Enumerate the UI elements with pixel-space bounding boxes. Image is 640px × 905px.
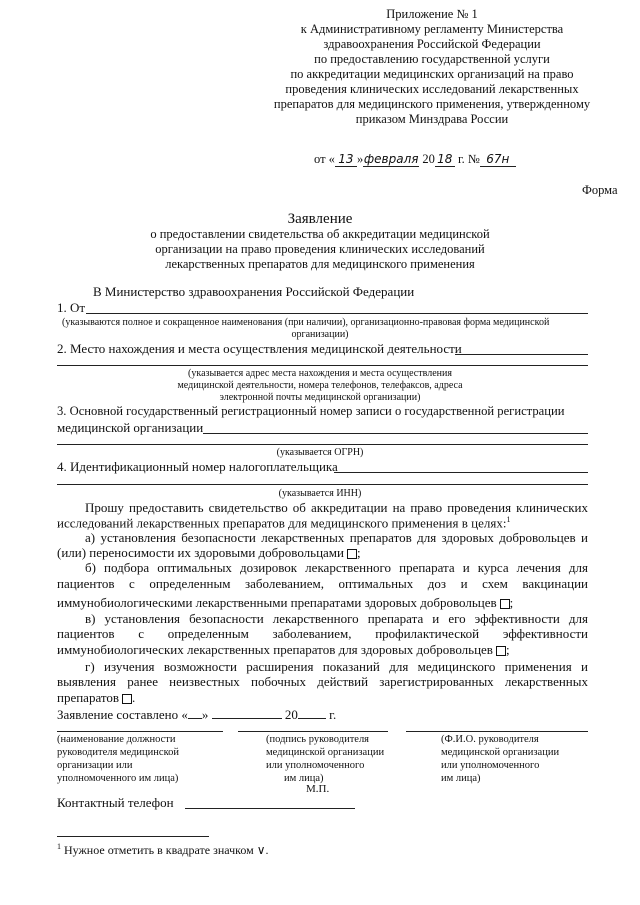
option-b-line: иммунобиологическими лекарственными препаратами здоровых добровольцев ; (57, 595, 514, 610)
field2-label: 2. Место нахождения и места осуществления медицинской деятельности (57, 341, 462, 356)
appendix-line: по аккредитации медицинских организаций на право (290, 67, 574, 81)
appendix-date-line (314, 152, 516, 167)
field2-input-line-2[interactable] (57, 365, 588, 366)
request-line (57, 515, 510, 531)
option-a-line: (или) переносимости их здоровыми добровольцами ; (57, 545, 361, 560)
appendix-header (262, 7, 602, 127)
footnote-mark: 1 (57, 842, 61, 851)
field2-hint (0, 368, 640, 404)
contact-phone-label: Контактный телефон (57, 795, 174, 810)
contact-phone-input[interactable] (185, 808, 355, 809)
footnote (57, 842, 269, 858)
option-a-checkbox[interactable] (347, 549, 357, 559)
subtitle-line: организации на право проведения клинических исследований (155, 242, 485, 256)
option-d-line: г) изучения возможности расширения показаний для медицинского применения и (85, 659, 588, 674)
field1-input-line[interactable] (86, 313, 588, 314)
option-a-line: а) установления безопасности лекарственных препаратов для здоровых добровольцев и (85, 530, 588, 545)
document-title: Заявление (287, 211, 353, 227)
request-text: исследований лекарственных препаратов для медицинского применения в целях: (57, 515, 507, 531)
field3-input-line-2[interactable] (57, 444, 588, 445)
field2-input-line[interactable] (455, 354, 588, 355)
date-prefix: от « (314, 152, 335, 166)
field2-hint-line: (указывается адрес места нахождения и места осуществления (188, 368, 452, 379)
field4-label: 4. Идентификационный номер налогоплательщика (57, 459, 338, 474)
subtitle-line: о предоставлении свидетельства об аккредитации медицинской (150, 227, 490, 241)
composed-year-blank[interactable] (298, 718, 326, 719)
appendix-line: здравоохранения Российской Федерации (323, 37, 541, 51)
field1-label: 1. От (57, 300, 86, 315)
signature-col-sign (266, 733, 384, 785)
composed-prefix: Заявление составлено « (57, 707, 188, 722)
signature-col-position (57, 733, 179, 785)
date-month-handwritten: февраля (363, 152, 419, 166)
option-d-line: препаратов . (57, 690, 136, 705)
footnote-text: Нужное отметить в квадрате значком (64, 843, 254, 857)
form-label: Форма (582, 183, 618, 197)
date-year-prefix: 20 (422, 152, 435, 166)
document-subtitle (0, 227, 640, 272)
composed-date-line (57, 707, 336, 723)
appendix-line: приказом Минздрава России (355, 112, 509, 126)
sig-caption: им лица) (441, 773, 481, 784)
option-d-line: выявления ранее неизвестных побочных действий зарегистрированных лекарственных (57, 674, 588, 689)
addressee: В Министерство здравоохранения Российской Федерации (93, 284, 415, 299)
option-c-line: пациентов с определенным заболеванием, профилактической эффективности (57, 626, 588, 641)
option-b-line: б) подбора оптимальных дозировок лекарственного препарата и курса лечения для (85, 560, 588, 575)
field1-hint: организации) (291, 329, 349, 340)
signature-col-fio (441, 733, 559, 785)
date-year-handwritten: 18 (435, 152, 455, 167)
composed-day-blank[interactable] (188, 718, 202, 719)
checkmark-icon: ∨. (256, 843, 269, 857)
option-c-line: иммунобиологических лекарственных препаратов для здоровых добровольцев ; (57, 642, 510, 657)
composed-month-blank[interactable] (212, 718, 282, 719)
field2-hint-line: медицинской деятельности, номера телефонов, телефаксов, адреса (177, 380, 463, 391)
request-line: Прошу предоставить свидетельство об аккредитации на право проведения клинических (85, 500, 588, 515)
sig-caption: или уполномоченного (441, 760, 540, 771)
appendix-line: по предоставлению государственной услуги (314, 52, 550, 66)
date-day-handwritten: 13 (335, 152, 357, 167)
order-number-handwritten: 67н (480, 152, 516, 167)
field4-hint: (указывается ИНН) (278, 488, 362, 499)
sig-caption: или уполномоченного (266, 760, 365, 771)
fio-signature-line[interactable] (406, 731, 588, 732)
sig-caption: руководителя медицинской (57, 747, 180, 758)
subtitle-line: лекарственных препаратов для медицинского применения (165, 257, 475, 271)
sig-caption: (наименование должности (57, 734, 176, 745)
field1-hint: (указываются полное и сокращенное наименования (при наличии), организационно-правовая форма медицинской (62, 317, 550, 328)
sig-caption: уполномоченного им лица) (57, 773, 179, 784)
option-a-text: (или) переносимости их здоровыми добровольцами (57, 545, 344, 560)
field2-hint-line: электронной почты медицинской организации) (219, 392, 421, 403)
option-b-checkbox[interactable] (500, 599, 510, 609)
sig-caption: (подпись руководителя (266, 734, 370, 745)
field3-input-line[interactable] (203, 433, 588, 434)
field3-hint: (указывается ОГРН) (276, 447, 364, 458)
option-d-checkbox[interactable] (122, 694, 132, 704)
order-number-label: г. № (457, 152, 480, 166)
date-sep: » (356, 152, 364, 166)
field4-input-line-2[interactable] (57, 484, 588, 485)
position-signature-line[interactable] (57, 731, 223, 732)
option-b-line: пациентов с определенным заболеванием, оптимальных доз и схем вакцинации (57, 576, 588, 591)
field3-label: 3. Основной государственный регистрационный номер записи о государственной регистрации (57, 404, 565, 418)
field4-input-line[interactable] (334, 472, 588, 473)
sig-caption: медицинской организации (266, 747, 385, 758)
composed-mid: » (201, 707, 209, 722)
appendix-line: Приложение № 1 (386, 7, 478, 21)
sig-caption: медицинской организации (441, 747, 560, 758)
option-d-text: препаратов (57, 690, 120, 705)
signature-line[interactable] (238, 731, 388, 732)
composed-suffix: г. (329, 707, 337, 722)
appendix-line: проведения клинических исследований лекарственных (285, 82, 579, 96)
sig-caption: (Ф.И.О. руководителя (441, 734, 539, 745)
appendix-line: препаратов для медицинского применения, утвержденному (273, 97, 591, 111)
field3-label-2: медицинской организации (57, 420, 204, 435)
footnote-divider (57, 836, 209, 837)
option-b-text: иммунобиологическими лекарственными препаратами здоровых добровольцев (57, 595, 497, 610)
option-c-text: иммунобиологических лекарственных препаратов для здоровых добровольцев (57, 642, 493, 657)
option-c-line: в) установления безопасности лекарственного препарата и его эффективности для (85, 611, 588, 626)
sig-caption: организации или (57, 760, 133, 771)
footnote-reference: 1 (506, 515, 511, 524)
sig-caption: им лица) (284, 773, 324, 784)
appendix-line: к Административному регламенту Министерства (300, 22, 564, 36)
composed-year-prefix: 20 (284, 707, 298, 722)
option-c-checkbox[interactable] (496, 646, 506, 656)
stamp-place: М.П. (306, 783, 330, 795)
